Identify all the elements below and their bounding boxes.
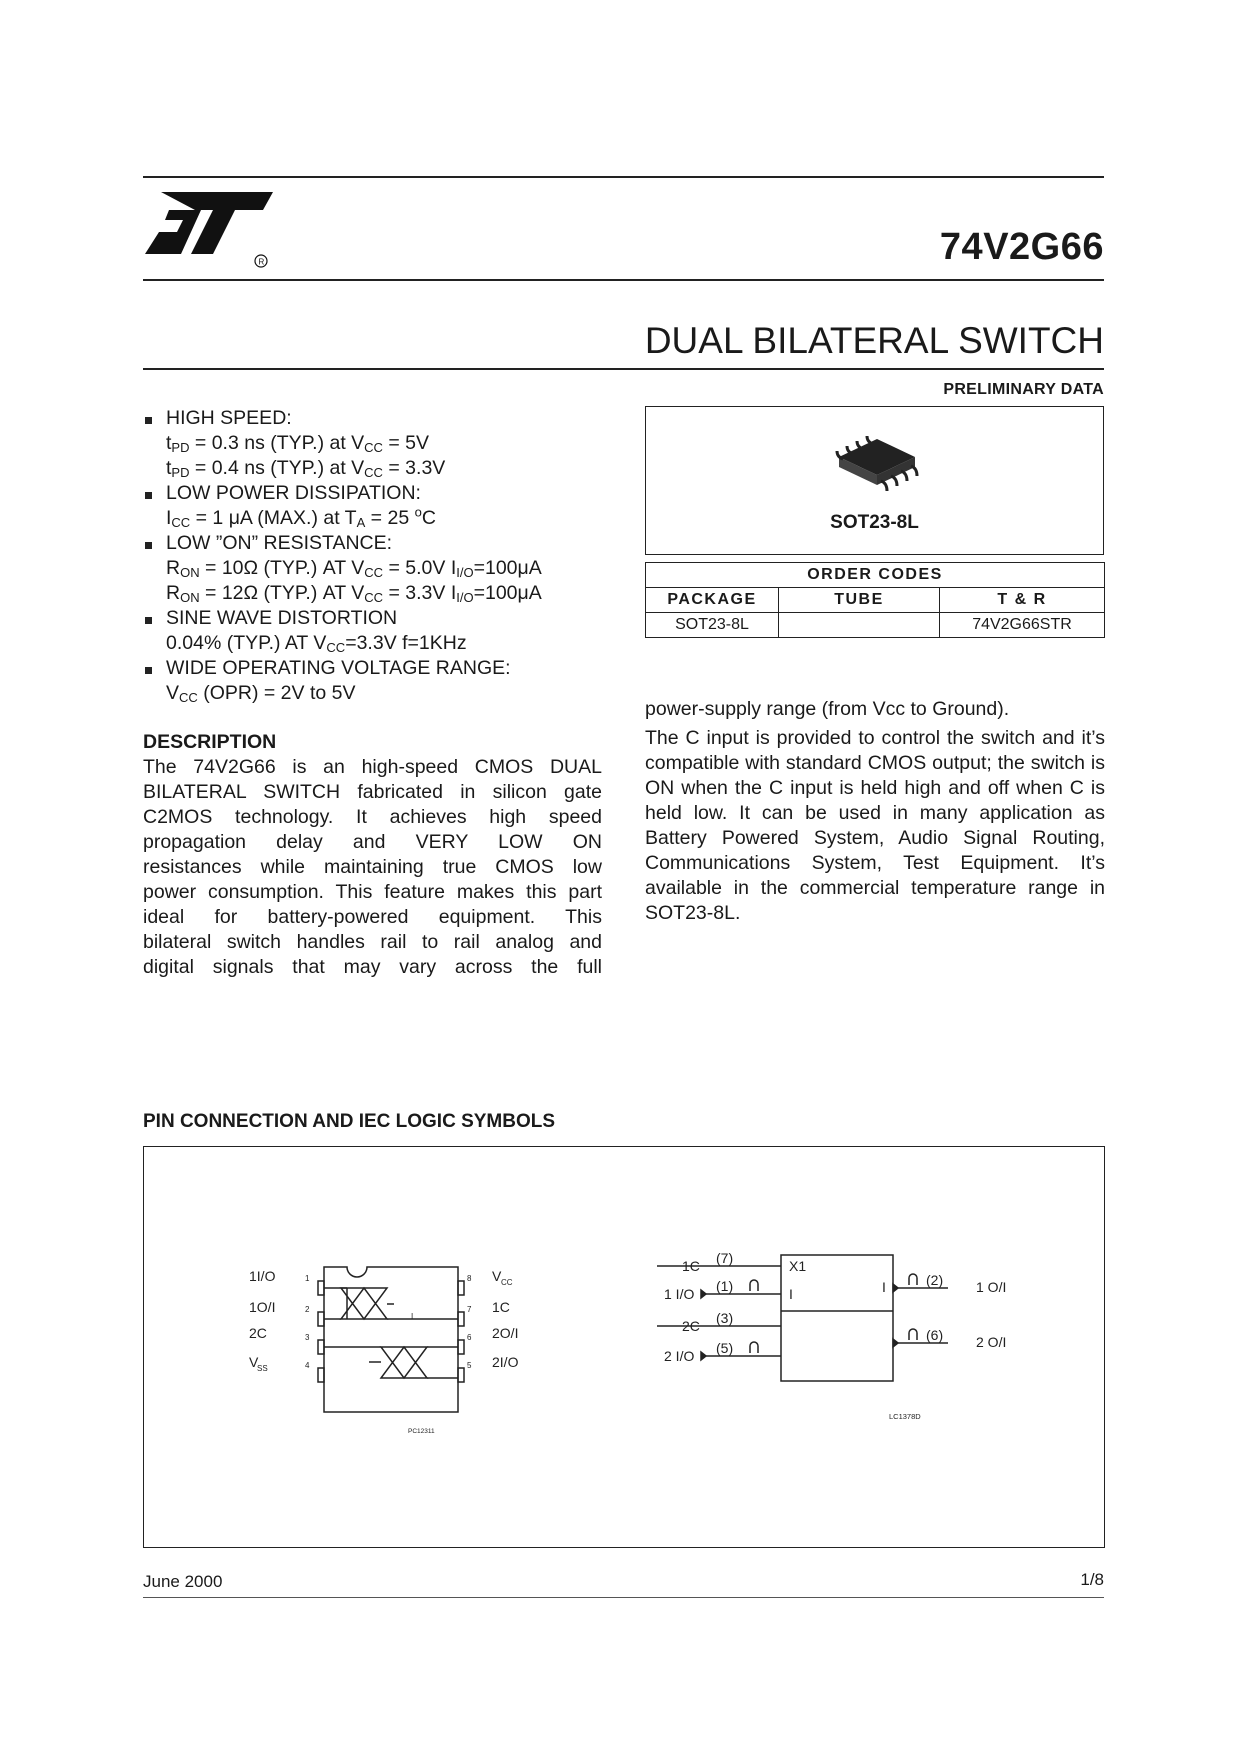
svg-text:I: I xyxy=(411,1312,414,1321)
feature-ron-1: $R_{ON} = 10\Omega$ (TYP.) AT $V_{CC} = 5.0V$ $I_{I/O}=100\mu A$ xyxy=(166,557,542,580)
pin-label-right: 1C xyxy=(492,1299,510,1315)
footer-rule xyxy=(143,1597,1104,1598)
pin-num-right: 5 xyxy=(467,1361,472,1370)
iec-num-left: (7) xyxy=(716,1250,734,1266)
sot23-package-icon xyxy=(829,435,929,497)
iec-label-right: 2 O/I xyxy=(976,1334,1007,1350)
pin-num-right: 7 xyxy=(467,1305,472,1314)
feature-sine: SINE WAVE DISTORTION xyxy=(143,606,613,631)
order-cell-tr: 74V2G66STR xyxy=(940,613,1105,638)
feature-tpd-1: $t_{PD} = 0.3$ ns (TYP.) at $V_{CC} = 5V$ xyxy=(166,432,430,455)
pin-num-left: 2 xyxy=(305,1305,310,1314)
svg-text:SS: SS xyxy=(257,1364,268,1373)
part-number: 74V2G66 xyxy=(939,226,1104,268)
description-line: bilateral switch handles rail to rail analog and xyxy=(143,931,602,953)
order-cell-package: SOT23-8L xyxy=(646,613,779,638)
iec-num-right: (6) xyxy=(926,1327,944,1343)
description-col1 xyxy=(143,755,602,980)
description-col2-paragraph: The C input is provided to control the switch and it’s compatible with standard CMOS output; the switch is ON when the C input is held high and off when C is held low. It can be used in many application as Battery Powered System, Audio Signal Routing, Communications System, Test Equipment. It’s available in the commercial temperature range in SOT23-8L. xyxy=(645,727,1105,924)
pin-num-left: 4 xyxy=(305,1361,310,1370)
description-line: BILATERAL SWITCH fabricated in silicon gate xyxy=(143,781,602,803)
iec-label-left: 2C xyxy=(682,1318,700,1334)
pin-label-right: 2O/I xyxy=(492,1325,519,1341)
iec-num-left: (1) xyxy=(716,1278,734,1294)
features-list xyxy=(143,406,613,706)
description-line: propagation delay and VERY LOW ON xyxy=(143,831,602,853)
pin-section-heading: PIN CONNECTION AND IEC LOGIC SYMBOLS xyxy=(143,1111,556,1132)
iec-x1-label: X1 xyxy=(789,1258,807,1274)
footer-page: 1/8 xyxy=(1080,1570,1104,1589)
st-logo xyxy=(143,188,278,270)
svg-text:CC: CC xyxy=(501,1278,513,1287)
iec-label-left: 2 I/O xyxy=(664,1348,695,1364)
pin-label-right: V xyxy=(492,1268,502,1284)
description-line: resistances while maintaining true CMOS low xyxy=(143,856,602,878)
package-name: SOT23-8L xyxy=(830,512,919,533)
pin-label-left: 1I/O xyxy=(249,1268,276,1284)
feature-sine-value: 0.04% (TYP.) AT $V_{CC}=3.3V$ f=1KHz xyxy=(166,632,467,655)
description-heading: DESCRIPTION xyxy=(143,731,277,753)
order-header-tr: T & R xyxy=(940,588,1105,613)
table-row xyxy=(646,613,1105,638)
feature-tpd-2: $t_{PD} = 0.4$ ns (TYP.) at $V_{CC} = 3.3V$ xyxy=(166,457,446,480)
header-rule xyxy=(143,279,1104,281)
pin-num-right: 8 xyxy=(467,1274,472,1283)
package-box xyxy=(645,406,1104,555)
order-header-package: PACKAGE xyxy=(646,588,779,613)
iec-num-right: (2) xyxy=(926,1272,944,1288)
feature-vcc-range: $V_{CC}$ (OPR) = 2V to 5V xyxy=(166,682,356,705)
dip-package xyxy=(318,1267,464,1412)
footer-date: June 2000 xyxy=(143,1572,223,1591)
iec-num-left: (3) xyxy=(716,1310,734,1326)
iec-label-right: 1 O/I xyxy=(976,1279,1007,1295)
description-line: The 74V2G66 is an high-speed CMOS DUAL xyxy=(143,756,602,778)
top-rule xyxy=(143,176,1104,178)
iec-num-left: (5) xyxy=(716,1340,734,1356)
order-cell-tube xyxy=(779,613,940,638)
iec-label-left: 1C xyxy=(682,1258,700,1274)
description-line: C2MOS technology. It achieves high speed xyxy=(143,806,602,828)
order-codes-table xyxy=(645,562,1105,638)
svg-text:I: I xyxy=(882,1279,886,1295)
pin-label-left: 2C xyxy=(249,1325,267,1341)
pin-diagram-box xyxy=(143,1146,1105,1548)
subtitle-rule xyxy=(143,368,1104,370)
description-line: power consumption. This feature makes this part xyxy=(143,881,602,903)
pin-ref-right: LC1378D xyxy=(889,1412,921,1421)
svg-text:R: R xyxy=(258,257,265,267)
feature-high-speed: HIGH SPEED: xyxy=(143,406,613,431)
pin-num-right: 6 xyxy=(467,1333,472,1342)
pin-label-left: 1O/I xyxy=(249,1299,276,1315)
feature-low-on: LOW ”ON” RESISTANCE: xyxy=(143,531,613,556)
description-line: ideal for battery-powered equipment. This xyxy=(143,906,602,928)
pin-diagram-svg xyxy=(144,1147,1104,1547)
order-codes-title: ORDER CODES xyxy=(646,563,1105,588)
description-line: digital signals that may vary across the full xyxy=(143,956,602,978)
feature-low-power: LOW POWER DISSIPATION: xyxy=(143,481,613,506)
svg-text:I: I xyxy=(789,1286,793,1302)
feature-wide: WIDE OPERATING VOLTAGE RANGE: xyxy=(143,656,613,681)
feature-ron-2: $R_{ON} = 12\Omega$ (TYP.) AT $V_{CC} = 3.3V$ $I_{I/O}=100\mu A$ xyxy=(166,582,542,605)
pin-num-left: 3 xyxy=(305,1333,310,1342)
iec-label-left: 1 I/O xyxy=(664,1286,695,1302)
pin-num-left: 1 xyxy=(305,1274,310,1283)
description-col2-first: power-supply range (from Vcc to Ground). xyxy=(645,698,1010,720)
pin-label-left: V xyxy=(249,1354,259,1370)
pin-label-right: 2I/O xyxy=(492,1354,519,1370)
pin-ref-left: PC12311 xyxy=(408,1428,435,1435)
preliminary-label: PRELIMINARY DATA xyxy=(943,381,1104,398)
feature-icc: $I_{CC} = 1$ μA (MAX.) at $T_A = 25$ $^o$C xyxy=(166,504,436,530)
device-subtitle: DUAL BILATERAL SWITCH xyxy=(644,320,1104,361)
order-header-tube: TUBE xyxy=(779,588,940,613)
